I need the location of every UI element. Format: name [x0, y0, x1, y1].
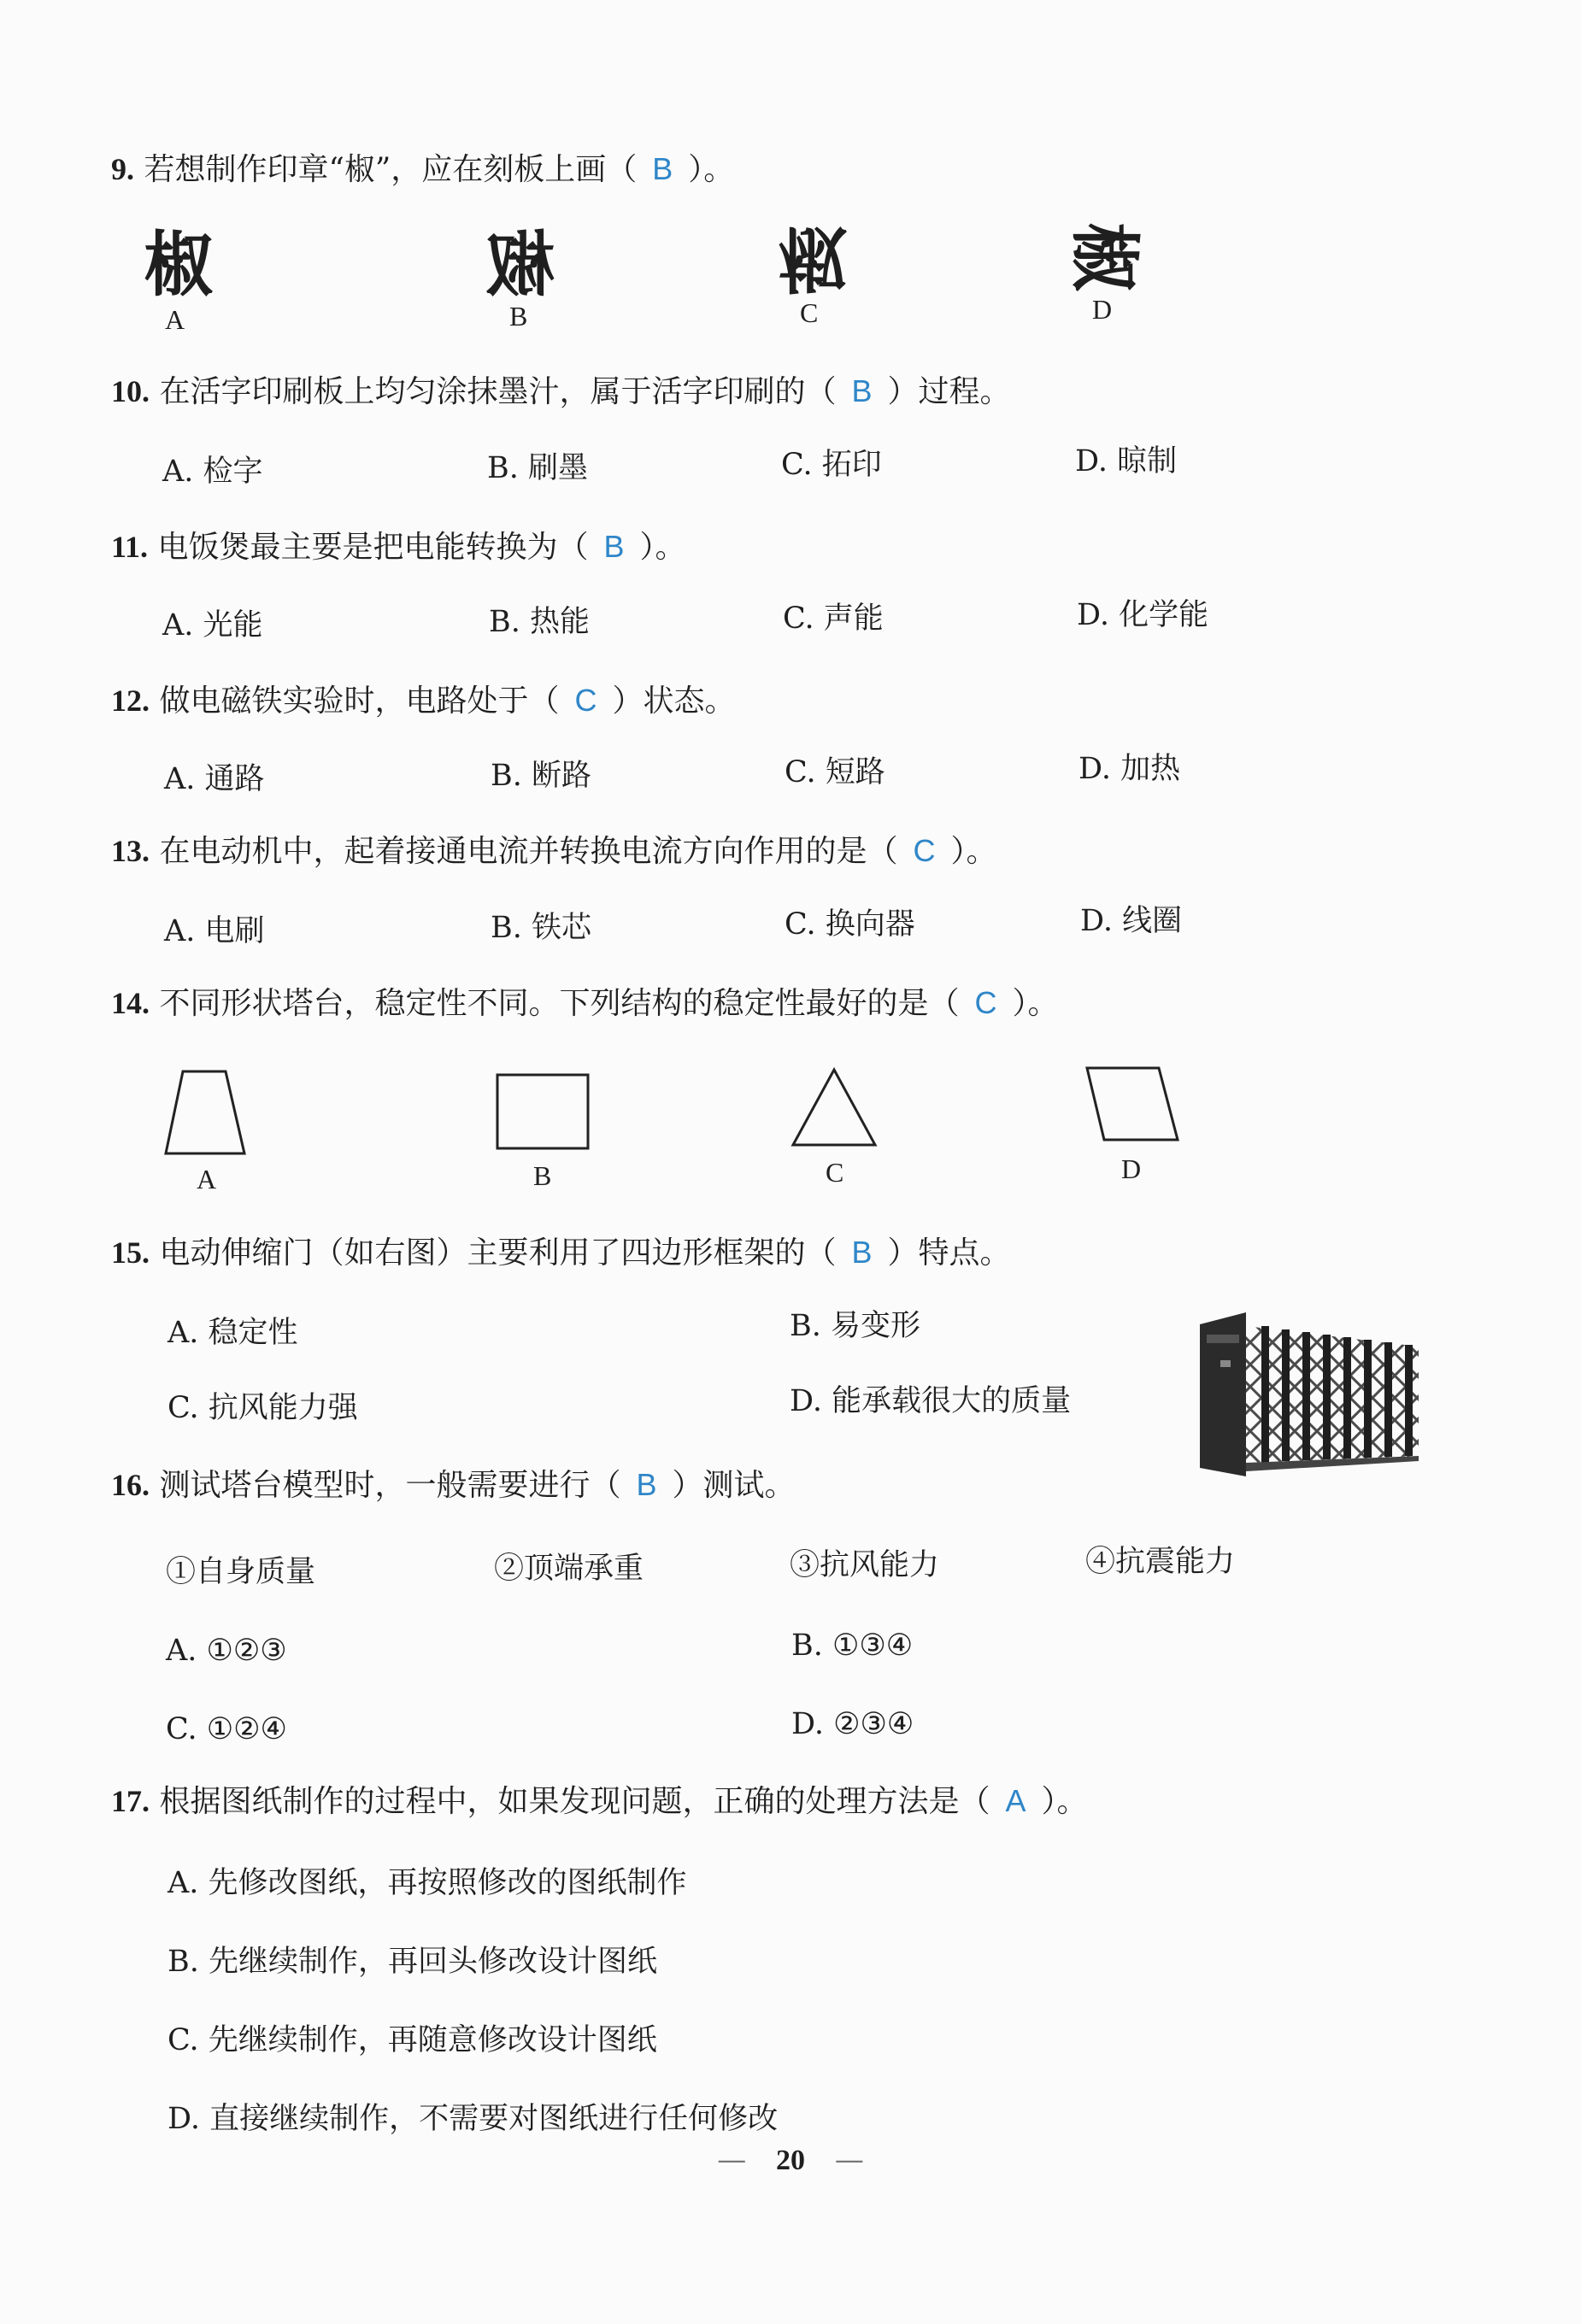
question-stem: 做电磁铁实验时，电路处于（ [159, 684, 560, 719]
question-stem: 不同形状塔台，稳定性不同。下列结构的稳定性最好的是（ [159, 986, 960, 1021]
question-stem: 在电动机中，起着接通电流并转换电流方向作用的是（ [159, 834, 898, 869]
trapezoid-shape [162, 1068, 248, 1159]
question-number: 11. [111, 530, 149, 564]
option-d: D. 化学能 [1077, 598, 1209, 632]
page-number: 20 [776, 2145, 805, 2176]
parallelogram-shape [1084, 1065, 1183, 1145]
shape-label-b: B [533, 1160, 552, 1191]
question-15 [111, 1234, 1011, 1272]
test-item-4: ④抗震能力 [1085, 1545, 1236, 1579]
question-stem-end: ）。 [1012, 986, 1059, 1021]
glyph-label-a: A [165, 304, 185, 335]
question-stem-end: ）测试。 [672, 1468, 796, 1503]
option-a: A. ①②③ [166, 1634, 287, 1668]
question-number: 12. [111, 684, 150, 718]
answer: B [603, 529, 625, 564]
option-c: C. 声能 [783, 602, 884, 636]
option-a: A. 先修改图纸，再按照修改的图纸制作 [168, 1866, 687, 1900]
question-stem-end: ）。 [950, 834, 997, 869]
option-b: B. ①③④ [791, 1629, 914, 1663]
glyph-label-d: D [1092, 294, 1113, 325]
option-c: C. 短路 [785, 755, 885, 789]
question-17 [111, 1782, 1088, 1821]
option-b: B. 易变形 [790, 1309, 920, 1343]
question-stem: 电饭煲最主要是把电能转换为（ [157, 530, 589, 565]
triangle-shape [790, 1066, 880, 1150]
question-number: 13. [111, 834, 150, 868]
question-stem-end: ）。 [639, 530, 686, 565]
test-item-2: ②顶端承重 [494, 1552, 644, 1586]
question-stem: 电动伸缩门（如右图）主要利用了四边形框架的（ [159, 1235, 837, 1271]
option-c: C. 抗风能力强 [168, 1391, 358, 1425]
glyph-label-b: B [509, 301, 528, 332]
seal-glyph-a: 椒 [144, 225, 215, 306]
option-d: D. ②③④ [791, 1707, 914, 1741]
question-stem: 在活字印刷板上均匀涂抹墨汁，属于活字印刷的（ [159, 374, 837, 409]
question-stem: 测试塔台模型时，一般需要进行（ [159, 1468, 621, 1503]
question-stem: 根据图纸制作的过程中，如果发现问题，正确的处理方法是（ [159, 1784, 990, 1819]
footer-dash-right: — [834, 2143, 864, 2177]
question-number: 15. [111, 1235, 150, 1270]
seal-glyph-b-mirrored: 椒 [485, 225, 556, 306]
rectangle-shape [494, 1071, 593, 1153]
retractable-gate-image [1195, 1309, 1425, 1480]
question-number: 14. [111, 986, 150, 1020]
answer: C [913, 833, 936, 868]
question-13 [111, 832, 996, 871]
footer-dash-left: — [717, 2143, 747, 2177]
question-14 [111, 984, 1058, 1023]
shape-label-a: A [197, 1164, 217, 1194]
seal-glyph-d-rotated: 椒 [1063, 221, 1145, 293]
option-a: A. 稳定性 [168, 1316, 298, 1350]
option-d: D. 加热 [1078, 752, 1181, 786]
question-stem: 若想制作印章“椒”，应在刻板上画（ [144, 152, 638, 187]
question-stem-end: ）。 [1041, 1784, 1088, 1819]
option-c: C. 拓印 [781, 448, 882, 482]
option-b: B. 铁芯 [491, 911, 591, 945]
answer: C [974, 985, 997, 1020]
question-9 [111, 150, 734, 189]
option-a: A. 光能 [162, 608, 263, 643]
option-c: C. 换向器 [785, 907, 915, 942]
glyph-label-c: C [800, 297, 819, 328]
option-c: C. ①②④ [166, 1712, 287, 1746]
question-16 [111, 1466, 796, 1505]
answer: A [1005, 1783, 1026, 1818]
answer: C [574, 683, 597, 718]
shape-label-d: D [1121, 1153, 1142, 1184]
seal-glyph-c-flipped: 椒 [778, 217, 849, 298]
option-b: B. 先继续制作，再回头修改设计图纸 [168, 1945, 657, 1979]
answer: B [636, 1467, 657, 1502]
option-b: B. 断路 [491, 759, 591, 793]
answer: B [652, 151, 673, 186]
question-stem-end: ）。 [688, 152, 735, 187]
question-number: 17. [111, 1784, 150, 1818]
question-10 [111, 373, 1011, 411]
option-a: A. 通路 [164, 762, 265, 796]
question-12 [111, 682, 735, 720]
option-a: A. 检字 [162, 455, 263, 489]
test-item-1: ①自身质量 [166, 1555, 316, 1589]
option-d: D. 直接继续制作，不需要对图纸进行任何修改 [168, 2102, 779, 2136]
shape-label-c: C [826, 1157, 844, 1188]
question-stem-end: ）过程。 [887, 374, 1011, 409]
question-number: 10. [111, 374, 150, 408]
test-item-3: ③抗风能力 [790, 1548, 940, 1582]
option-d: D. 晾制 [1075, 444, 1178, 478]
answer: B [851, 1235, 873, 1270]
option-d: D. 能承载很大的质量 [790, 1384, 1072, 1418]
question-number: 16. [111, 1468, 150, 1502]
question-stem-end: ）状态。 [612, 684, 736, 719]
answer: B [851, 373, 873, 408]
option-d: D. 线圈 [1080, 904, 1183, 938]
page-footer [0, 2143, 1581, 2177]
question-11 [111, 528, 686, 566]
option-b: B. 刷墨 [487, 451, 588, 485]
question-number: 9. [111, 152, 134, 186]
option-a: A. 电刷 [164, 914, 265, 948]
option-b: B. 热能 [489, 605, 590, 639]
option-c: C. 先继续制作，再随意修改设计图纸 [168, 2023, 657, 2057]
question-stem-end: ）特点。 [887, 1235, 1011, 1271]
